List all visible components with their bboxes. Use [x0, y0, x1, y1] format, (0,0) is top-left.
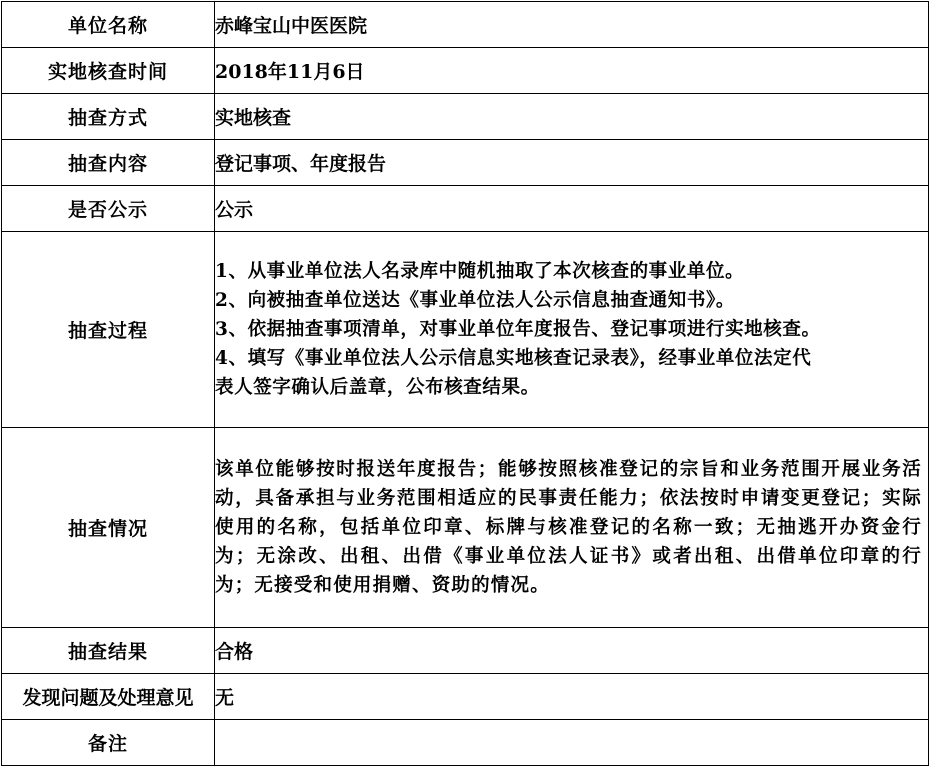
process-value — [215, 232, 929, 428]
publicity-value: 公示 — [215, 186, 929, 232]
row-publicity — [2, 186, 929, 232]
situation-text: 该单位能够按时报送年度报告；能够按照核准登记的宗旨和业务范围开展业务活动，具备承担与业务范围相适应的民事责任能力；依法按时申请变更登记；实际使用的名称，包括单位印章、标牌与核准登记的名称一致；无抽逃开办资金行为；无涂改、出租、出借《事业单位法人证书》或者出租、出借单位印章的行为；无接受和使用捐赠、资助的情况。 — [215, 459, 922, 596]
check-content-label: 抽查内容 — [2, 140, 215, 186]
remarks-value — [215, 720, 929, 766]
issues-value: 无 — [215, 674, 929, 720]
process-step-3: 3、依据抽查事项清单，对事业单位年度报告、登记事项进行实地核查。 — [215, 319, 821, 340]
issues-label: 发现问题及处理意见 — [2, 674, 215, 720]
unit-name-value: 赤峰宝山中医医院 — [215, 2, 929, 48]
check-time-label: 实地核查时间 — [2, 48, 215, 94]
process-label: 抽查过程 — [2, 232, 215, 428]
process-step-2: 2、向被抽查单位送达《事业单位法人公示信息抽查通知书》。 — [215, 290, 735, 311]
remarks-label: 备注 — [2, 720, 215, 766]
check-method-value: 实地核查 — [215, 94, 929, 140]
row-check-method — [2, 94, 929, 140]
check-method-label: 抽查方式 — [2, 94, 215, 140]
row-check-content — [2, 140, 929, 186]
row-situation — [2, 428, 929, 628]
unit-name-label: 单位名称 — [2, 2, 215, 48]
result-label: 抽查结果 — [2, 628, 215, 674]
situation-label: 抽查情况 — [2, 428, 215, 628]
row-process — [2, 232, 929, 428]
process-step-4-cont: 表人签字确认后盖章，公布核查结果。 — [215, 377, 540, 398]
row-unit-name — [2, 2, 929, 48]
inspection-record-table — [1, 1, 929, 766]
result-value: 合格 — [215, 628, 929, 674]
check-content-value: 登记事项、年度报告 — [215, 140, 929, 186]
row-check-time — [2, 48, 929, 94]
situation-value — [215, 428, 929, 628]
process-step-4: 4、填写《事业单位法人公示信息实地核查记录表》，经事业单位法定代 — [215, 348, 812, 369]
process-step-1: 1、从事业单位法人名录库中随机抽取了本次核查的事业单位。 — [215, 261, 745, 282]
row-result — [2, 628, 929, 674]
check-time-value: 2018年11月6日 — [215, 48, 929, 94]
row-remarks — [2, 720, 929, 766]
publicity-label: 是否公示 — [2, 186, 215, 232]
row-issues — [2, 674, 929, 720]
